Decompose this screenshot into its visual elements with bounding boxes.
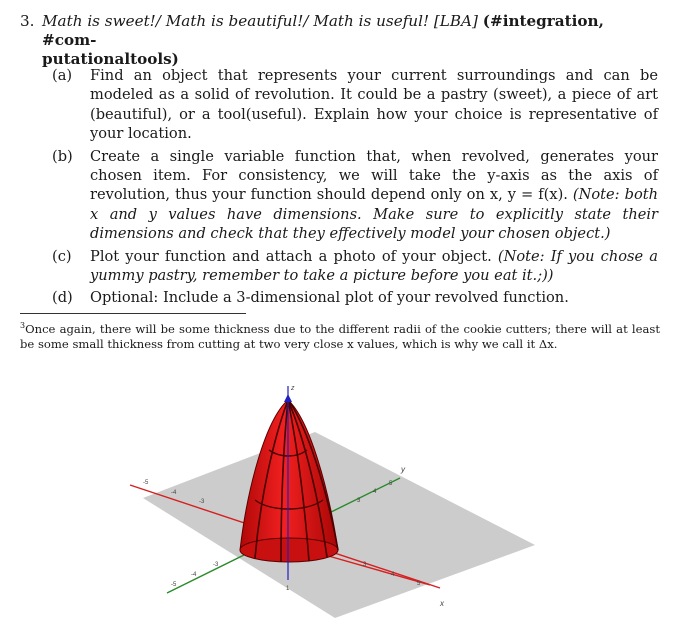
- part-note: (Note: both x and y values have dimensions. Make sure to explicitly state their dimensions and check that they effectively model your chosen object.): [90, 186, 658, 243]
- z-axis-label: z: [291, 385, 295, 392]
- z-axis-arrow: [284, 394, 292, 402]
- y-tick: -3: [213, 562, 219, 568]
- y-tick: 4: [373, 489, 377, 495]
- part-label: (c): [52, 247, 72, 265]
- part-d: [52, 288, 658, 307]
- footnote-rule: [20, 313, 246, 314]
- footnote-text: Once again, there will be some thickness due to the different radii of the cookie cutters; there will at least be some small thickness from cutting at two very close x values, which is why we call it Δx.: [20, 321, 660, 351]
- part-text: Create a single variable function that, when revolved, generates your chosen item. For consistency, we will take the y-axis as the axis of revolution, thus your function should depend only on x, y = f(x).: [90, 147, 658, 204]
- heading-tags-cont: putationaltools): [42, 50, 179, 68]
- y-tick: 3: [357, 498, 361, 504]
- surface-base: [240, 538, 338, 562]
- heading-tags: (#integration, #com-: [42, 12, 604, 49]
- x-tick: 3: [363, 562, 367, 568]
- part-note: (Note: If you chose a yummy pastry, remember to take a picture before you eat it.;)): [90, 247, 659, 285]
- x-tick: -4: [171, 490, 177, 496]
- part-label: (d): [52, 289, 73, 307]
- problem-3: [20, 12, 660, 69]
- y-tick: -4: [191, 572, 197, 578]
- heading-title: Math is sweet!/ Math is beautiful!/ Math is useful! [LBA]: [42, 12, 478, 30]
- revolution-3d-plot: [95, 380, 565, 620]
- x-tick: 5: [417, 581, 421, 587]
- part-b: [52, 147, 658, 244]
- part-c: [52, 247, 658, 286]
- part-text: Plot your function and attach a photo of your object.: [90, 247, 492, 265]
- x-tick: -5: [143, 480, 149, 486]
- y-axis-label: y: [401, 465, 405, 474]
- part-label: (b): [52, 147, 73, 165]
- part-text: Optional: Include a 3-dimensional plot of your revolved function.: [90, 289, 569, 307]
- x-axis-label: x: [440, 599, 444, 608]
- z-tick: 1: [286, 586, 290, 592]
- footnote-marker: 3: [20, 321, 26, 330]
- problem-number: 3.: [20, 12, 35, 30]
- x-tick: -3: [199, 499, 205, 505]
- part-label: (a): [52, 67, 73, 84]
- xy-plane: [143, 432, 535, 618]
- x-tick: 4: [391, 572, 395, 578]
- part-a: [52, 66, 658, 144]
- y-tick: 5: [389, 481, 393, 487]
- part-text: Find an object that represents your current surroundings and can be modeled as a solid of revolution. It could be a pastry (sweet), a piece of art (beautiful), or a tool(useful). Explain how your choice is representative of your location.: [90, 67, 658, 143]
- problem-heading: [42, 12, 660, 69]
- y-tick: -5: [171, 582, 177, 588]
- footnote: [20, 318, 660, 352]
- problem-parts: [52, 66, 658, 311]
